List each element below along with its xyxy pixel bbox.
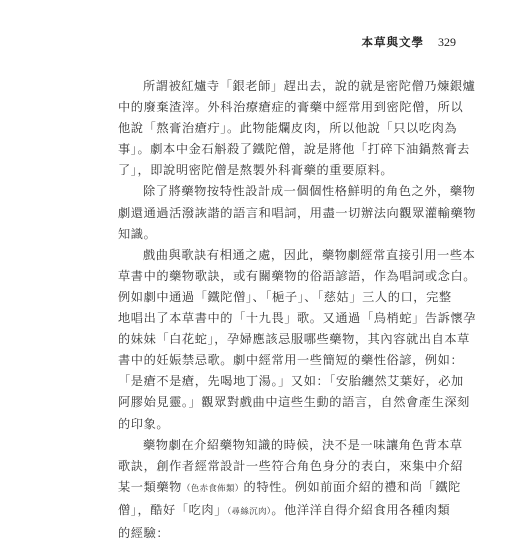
text-run: 劇還通過活潑詼諧的語言和唱詞，用盡一切辦法向觀眾灌輸藥物 [118,205,477,220]
text-line [118,139,470,160]
text-run: 他說「熬膏治瘡疔」。此物能爛皮肉，所以他說「只以吃肉為 [118,121,458,136]
text-run: 書中的妊娠禁忌歌。劇中經常用一些簡短的藥性俗諺，例如： [118,353,464,368]
text-line [118,181,476,202]
text-run: 阿膠始見靈。」觀眾對戲曲中這些生動的語言，自然會產生深刻 [118,395,470,410]
text-line [118,97,464,118]
running-head-title: 本草與文學 [361,35,424,49]
text-line [118,76,476,97]
text-run: 中的廢棄渣滓。外科治療瘡症的膏藥中經常用到密陀僧，所以 [118,100,464,115]
paragraph [118,181,477,244]
text-line [118,523,411,544]
text-run: 的經驗： [118,525,170,540]
paragraph [118,76,476,181]
text-run: 地唱出了本草書中的「十九畏」歌。又通過「烏梢蛇」告訴懷孕 [118,311,477,326]
text-run: 歌訣，創作者經常設計一些符合角色身分的表白，來集中介紹 [118,458,464,473]
text-line [118,203,477,224]
text-line [118,477,461,500]
text-line [118,500,451,523]
text-line [118,350,464,371]
paragraph [118,245,477,435]
text-run: 例如劇中通過「鐵陀僧」、「梔子」、「慈姑」三人的口，完整 [118,289,452,304]
text-run: 知識。 [118,226,157,241]
text-run: 了」，即說明密陀僧是熬製外科膏藥的重要原料。 [118,163,394,178]
text-run: 事」。劇本中金石斛殺了鐵陀僧，說是將他「打碎下油鍋熬膏去 [118,142,470,157]
text-run: 藥物劇在介紹藥物知識的時候，決不是一味讓角色背本草 [143,437,463,452]
text-run: 草書中的藥物歌訣，或有關藥物的俗語諺語，作為唱詞或念白。 [118,268,477,283]
text-line [118,308,477,329]
text-line [118,245,476,266]
text-run: 所謂被紅爐寺「銀老師」趕出去，說的就是密陀僧乃煉銀爐 [143,79,476,93]
text-line [118,160,411,181]
text-line [118,329,470,350]
text-run: 某一類藥物 [118,479,182,494]
text-line [118,414,411,435]
text-run: 。他洋洋自得介紹食用各種肉類 [271,502,451,517]
body-text [118,76,477,544]
text-line [118,456,464,477]
text-line [118,266,477,287]
text-run: 戲曲與歌訣有相通之處，因此，藥物劇經常直接引用一些本 [143,247,476,262]
text-line [118,118,458,139]
paragraph [118,435,464,544]
text-run: 的印象。 [118,416,170,431]
inline-note: （色赤食佈類） [181,483,244,494]
text-run: 除了將藥物按特性設計成一個個性格鮮明的角色之外，藥物 [143,184,476,199]
text-run: 的特性。例如前面介紹的禮和尚「鐵陀 [243,479,461,494]
text-line [118,224,411,245]
page-number: 329 [438,35,456,49]
running-head [362,34,457,50]
text-line [118,371,464,392]
text-run: 僧」，酷好「吃肉」 [118,502,227,517]
text-line [118,392,470,413]
text-line [118,287,452,308]
inline-note: （尋絲沉肉） [227,506,272,517]
text-run: 的妹妹「白花蛇」，孕婦應該忌服哪些藥物，其內容就出自本草 [118,332,470,347]
text-run: 「是瘡不是瘡，先喝地丁湯。」又如：「安胎纏然艾葉好，必加 [118,374,464,389]
text-line [118,435,463,456]
